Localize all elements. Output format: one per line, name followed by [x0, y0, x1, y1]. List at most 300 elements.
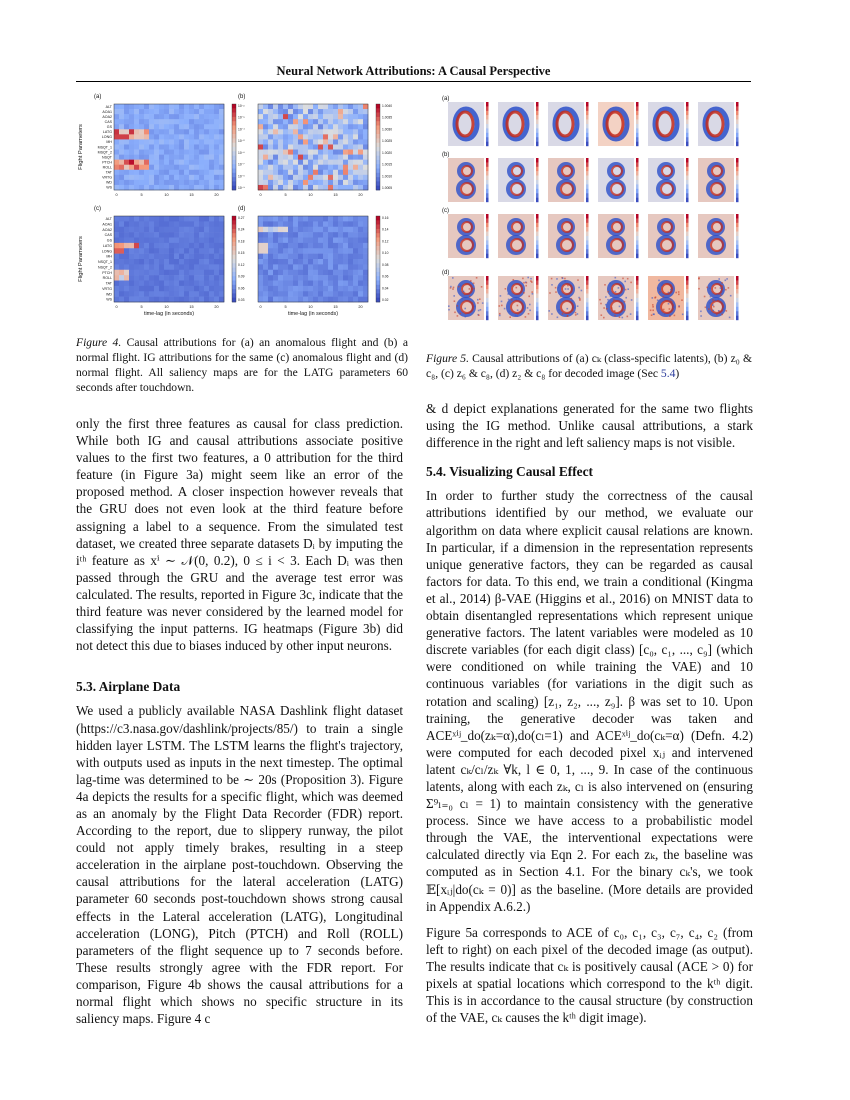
mini-colorbar-segment: [736, 276, 739, 281]
y-tick-label: PTCH: [102, 270, 112, 275]
noise-dot: [610, 295, 612, 297]
heatmap-cell: [119, 144, 124, 149]
heatmap-cell: [323, 297, 328, 303]
heatmap-cell: [204, 281, 209, 287]
heatmap-cell: [323, 286, 328, 292]
noise-dot: [501, 301, 503, 303]
heatmap-cell: [209, 227, 214, 233]
heatmap-cell: [119, 109, 124, 114]
heatmap-cell: [293, 104, 298, 109]
heatmap-cell: [129, 170, 134, 175]
heatmap-cell: [353, 170, 358, 175]
noise-dot: [606, 308, 608, 310]
heatmap-cell: [338, 248, 343, 254]
heatmap-cell: [189, 180, 194, 185]
noise-dot: [470, 280, 472, 282]
y-axis-label: Flight Parameters: [78, 124, 84, 170]
heatmap-cell: [149, 150, 154, 155]
mini-colorbar-segment: [736, 193, 739, 198]
heatmap-cell: [328, 180, 333, 185]
heatmap-cell: [338, 264, 343, 270]
heatmap-cell: [209, 129, 214, 134]
figure-5-caption-end: ): [675, 367, 680, 380]
colorbar-segment: [376, 289, 380, 294]
noise-dot: [624, 309, 626, 311]
mini-colorbar-segment: [686, 214, 689, 219]
heatmap-cell: [184, 243, 189, 249]
heatmap-cell: [134, 254, 139, 260]
heatmap-cell: [149, 165, 154, 170]
noise-dot: [674, 315, 676, 317]
heatmap-cell: [139, 129, 144, 134]
heatmap-cell: [263, 180, 268, 185]
heatmap-cell: [164, 139, 169, 144]
heatmap-cell: [204, 227, 209, 233]
heatmap-cell: [283, 144, 288, 149]
heatmap-cell: [313, 216, 318, 222]
noise-dot: [517, 309, 519, 311]
mini-colorbar-segment: [586, 285, 589, 290]
heatmap-cell: [333, 150, 338, 155]
heatmap-cell: [258, 248, 263, 254]
heatmap-cell: [323, 216, 328, 222]
heatmap-cell: [204, 150, 209, 155]
heatmap-cell: [273, 139, 278, 144]
heatmap-cell: [263, 243, 268, 249]
heatmap-cell: [214, 243, 219, 249]
colorbar-segment: [232, 233, 236, 238]
heatmap-cell: [283, 129, 288, 134]
heatmap-cell: [189, 275, 194, 281]
heatmap-cell: [288, 170, 293, 175]
heatmap-cell: [278, 139, 283, 144]
mini-colorbar-segment: [586, 302, 589, 307]
mini-colorbar-segment: [586, 180, 589, 185]
heatmap-cell: [363, 155, 368, 160]
heatmap-cell: [119, 286, 124, 292]
mini-colorbar-segment: [486, 249, 489, 254]
heatmap-cell: [219, 129, 224, 134]
heatmap-cell: [353, 129, 358, 134]
noise-dot: [713, 310, 715, 312]
heatmap-cell: [184, 139, 189, 144]
heatmap-cell: [199, 227, 204, 233]
heatmap-cell: [303, 165, 308, 170]
noise-dot: [477, 302, 479, 304]
heatmap-cell: [273, 281, 278, 287]
heatmap-cell: [263, 109, 268, 114]
heatmap-cell: [134, 175, 139, 180]
heatmap-cell: [333, 144, 338, 149]
heatmap-cell: [298, 139, 303, 144]
heatmap-cell: [149, 180, 154, 185]
heatmap-cell: [219, 270, 224, 276]
heatmap-cell: [139, 144, 144, 149]
heatmap-cell: [323, 124, 328, 129]
heatmap-cell: [174, 264, 179, 270]
heatmap-cell: [363, 221, 368, 227]
x-tick-label: 5: [284, 193, 287, 197]
mini-colorbar-segment: [636, 142, 639, 147]
heatmap-cell: [353, 150, 358, 155]
colorbar-segment: [232, 143, 236, 148]
heatmap-cell: [144, 270, 149, 276]
heatmap-cell: [273, 216, 278, 222]
heatmap-cell: [308, 104, 313, 109]
mini-colorbar-segment: [736, 189, 739, 194]
mini-colorbar-segment: [586, 106, 589, 111]
mini-colorbar-segment: [536, 142, 539, 147]
colorbar-segment: [232, 285, 236, 290]
heatmap-cell: [303, 232, 308, 238]
heatmap-cell: [278, 286, 283, 292]
mini-colorbar-segment: [686, 302, 689, 307]
heatmap-cell: [144, 114, 149, 119]
heatmap-cell: [313, 281, 318, 287]
noise-dot: [479, 298, 481, 300]
heatmap-cell: [288, 160, 293, 165]
heatmap-cell: [214, 275, 219, 281]
mini-colorbar-segment: [736, 214, 739, 219]
noise-dot: [618, 287, 620, 289]
heatmap-cell: [119, 291, 124, 297]
heatmap-cell: [194, 232, 199, 238]
heatmap-cell: [298, 275, 303, 281]
heatmap-cell: [298, 243, 303, 249]
heatmap-cell: [288, 129, 293, 134]
heatmap-cell: [144, 175, 149, 180]
heatmap-cell: [358, 175, 363, 180]
noise-dot: [452, 288, 454, 290]
heatmap-cell: [348, 114, 353, 119]
heatmap-cell: [199, 160, 204, 165]
mini-colorbar-segment: [686, 280, 689, 285]
heatmap-cell: [288, 259, 293, 265]
heatmap-cell: [288, 270, 293, 276]
y-tick-label: MH: [106, 140, 112, 145]
noise-dot: [657, 299, 659, 301]
heatmap-cell: [219, 185, 224, 190]
heatmap-cell: [219, 264, 224, 270]
heatmap-cell: [129, 139, 134, 144]
heatmap-cell: [129, 124, 134, 129]
colorbar-segment: [232, 246, 236, 251]
colorbar-segment: [232, 156, 236, 161]
heatmap-cell: [338, 175, 343, 180]
heatmap-cell: [189, 291, 194, 297]
colorbar-segment: [232, 113, 236, 118]
heatmap-cell: [159, 104, 164, 109]
colorbar-segment: [376, 293, 380, 298]
figure-4-panel-label: (b): [238, 94, 246, 100]
heatmap-cell: [144, 259, 149, 265]
heatmap-cell: [283, 104, 288, 109]
heatmap-cell: [164, 170, 169, 175]
heatmap-cell: [363, 180, 368, 185]
heatmap-cell: [328, 104, 333, 109]
figure-5-row-label: (a): [442, 96, 450, 102]
noise-dot: [671, 301, 673, 303]
colorbar-segment: [376, 263, 380, 268]
colorbar-tick-label: 0.14: [382, 227, 389, 232]
mini-colorbar-segment: [636, 289, 639, 294]
noise-dot: [481, 286, 483, 288]
colorbar-segment: [376, 220, 380, 225]
noise-dot: [499, 313, 501, 315]
x-tick-label: 0: [115, 193, 118, 197]
heatmap-cell: [353, 216, 358, 222]
heatmap-cell: [154, 124, 159, 129]
heatmap-cell: [338, 243, 343, 249]
heatmap-cell: [343, 270, 348, 276]
noise-dot: [725, 289, 727, 291]
heatmap-cell: [189, 248, 194, 254]
heatmap-cell: [298, 129, 303, 134]
heatmap-cell: [179, 160, 184, 165]
heatmap-cell: [159, 254, 164, 260]
heatmap-cell: [323, 180, 328, 185]
heatmap-cell: [303, 155, 308, 160]
mini-colorbar-segment: [686, 232, 689, 237]
noise-dot: [712, 304, 714, 306]
digit-attribution-map: [598, 276, 639, 320]
heatmap-cell: [139, 180, 144, 185]
mini-colorbar-segment: [536, 223, 539, 228]
heatmap-cell: [144, 170, 149, 175]
heatmap-cell: [219, 297, 224, 303]
heatmap-cell: [124, 243, 129, 249]
heatmap-cell: [338, 270, 343, 276]
heatmap-cell: [174, 248, 179, 254]
heatmap-cell: [189, 165, 194, 170]
heatmap-cell: [179, 254, 184, 260]
heatmap-cell: [124, 232, 129, 238]
y-tick-label: NSQT_2: [98, 265, 112, 270]
noise-dot: [666, 300, 668, 302]
heatmap-cell: [179, 259, 184, 265]
heatmap-cell: [283, 180, 288, 185]
heatmap-cell: [283, 155, 288, 160]
colorbar-segment: [376, 225, 380, 230]
heatmap-cell: [209, 264, 214, 270]
noise-dot: [670, 289, 672, 291]
heatmap-cell: [114, 221, 119, 227]
heatmap-cell: [209, 238, 214, 244]
heatmap-cell: [358, 216, 363, 222]
heatmap-cell: [209, 221, 214, 227]
heatmap-cell: [124, 160, 129, 165]
heatmap-cell: [144, 248, 149, 254]
noise-dot: [551, 313, 553, 315]
heatmap-cell: [323, 129, 328, 134]
heatmap-cell: [189, 232, 194, 238]
noise-dot: [513, 279, 515, 281]
heatmap-cell: [333, 180, 338, 185]
mini-colorbar-segment: [486, 285, 489, 290]
noise-dot: [614, 315, 616, 317]
heatmap-cell: [343, 238, 348, 244]
mini-colorbar-segment: [686, 158, 689, 163]
heatmap-cell: [278, 291, 283, 297]
mini-colorbar-segment: [486, 223, 489, 228]
heatmap-cell: [278, 134, 283, 139]
heatmap-cell: [288, 291, 293, 297]
mini-colorbar-segment: [586, 120, 589, 125]
noise-dot: [619, 306, 621, 308]
heatmap-cell: [159, 221, 164, 227]
noise-dot: [571, 298, 573, 300]
noise-dot: [579, 299, 581, 301]
noise-dot: [669, 308, 671, 310]
heatmap-cell: [149, 232, 154, 238]
mini-colorbar-segment: [536, 276, 539, 281]
heatmap-cell: [154, 170, 159, 175]
heatmap-cell: [159, 129, 164, 134]
heatmap-cell: [263, 160, 268, 165]
heatmap-cell: [303, 109, 308, 114]
heatmap-cell: [214, 104, 219, 109]
mini-colorbar-segment: [586, 193, 589, 198]
mini-colorbar-segment: [636, 298, 639, 303]
heatmap-cell: [313, 275, 318, 281]
heatmap-cell: [348, 104, 353, 109]
mini-colorbar-segment: [686, 218, 689, 223]
heatmap-cell: [348, 155, 353, 160]
heatmap-cell: [318, 180, 323, 185]
heatmap-cell: [164, 227, 169, 233]
heatmap-cell: [278, 185, 283, 190]
heatmap-cell: [293, 180, 298, 185]
heatmap-cell: [328, 144, 333, 149]
heatmap-cell: [159, 144, 164, 149]
heatmap-cell: [303, 104, 308, 109]
heatmap-cell: [273, 248, 278, 254]
heatmap-cell: [298, 227, 303, 233]
heatmap-cell: [159, 291, 164, 297]
heatmap-cell: [214, 180, 219, 185]
heatmap-cell: [119, 275, 124, 281]
heatmap-cell: [258, 144, 263, 149]
colorbar-segment: [232, 293, 236, 298]
heatmap-cell: [343, 139, 348, 144]
figure-4-panel-label: (a): [94, 94, 102, 100]
noise-dot: [448, 305, 450, 307]
heatmap-cell: [124, 227, 129, 233]
heatmap-cell: [358, 243, 363, 249]
mini-colorbar-segment: [686, 289, 689, 294]
heatmap-cell: [348, 165, 353, 170]
heatmap-cell: [358, 139, 363, 144]
heatmap-cell: [189, 134, 194, 139]
heatmap-cell: [174, 232, 179, 238]
heatmap-cell: [124, 291, 129, 297]
heatmap-cell: [353, 270, 358, 276]
heatmap-cell: [139, 170, 144, 175]
heatmap-cell: [363, 139, 368, 144]
mini-colorbar-segment: [486, 128, 489, 133]
heatmap-cell: [288, 165, 293, 170]
heatmap-cell: [144, 227, 149, 233]
heatmap-cell: [363, 160, 368, 165]
heatmap-cell: [199, 216, 204, 222]
noise-dot: [631, 299, 633, 301]
heatmap-cell: [318, 286, 323, 292]
noise-dot: [465, 313, 467, 315]
digit-attribution-map: [698, 214, 739, 258]
heatmap-cell: [214, 270, 219, 276]
heatmap-cell: [169, 119, 174, 124]
mini-colorbar-segment: [486, 254, 489, 259]
heatmap-cell: [283, 119, 288, 124]
heatmap-cell: [328, 119, 333, 124]
heatmap-cell: [303, 270, 308, 276]
heatmap-cell: [124, 114, 129, 119]
colorbar-tick-label: 10⁻⁶: [238, 150, 245, 155]
mini-colorbar-segment: [536, 236, 539, 241]
heatmap-cell: [293, 281, 298, 287]
heatmap-cell: [214, 139, 219, 144]
heatmap-cell: [263, 170, 268, 175]
digit-attribution-map: [548, 276, 589, 320]
noise-dot: [721, 314, 723, 316]
mini-colorbar-segment: [636, 115, 639, 120]
heatmap-cell: [114, 216, 119, 222]
heatmap-cell: [343, 180, 348, 185]
mini-colorbar-segment: [736, 316, 739, 321]
colorbar-segment: [232, 117, 236, 122]
heatmap-cell: [298, 180, 303, 185]
heatmap-cell: [149, 254, 154, 260]
mini-colorbar-segment: [586, 162, 589, 167]
heatmap-cell: [154, 216, 159, 222]
colorbar-segment: [232, 130, 236, 135]
heatmap-cell: [333, 270, 338, 276]
heatmap-cell: [204, 119, 209, 124]
mini-colorbar-segment: [586, 158, 589, 163]
mini-colorbar-segment: [736, 232, 739, 237]
heatmap-cell: [293, 150, 298, 155]
figure-5-caption-ref[interactable]: 5.4: [660, 367, 676, 380]
noise-dot: [564, 280, 566, 282]
heatmap-cell: [333, 281, 338, 287]
heatmap-cell: [338, 254, 343, 260]
heatmap-cell: [119, 124, 124, 129]
heatmap-cell: [273, 238, 278, 244]
heatmap-cell: [209, 248, 214, 254]
heatmap-cell: [124, 175, 129, 180]
y-tick-label: GS: [106, 238, 112, 243]
heatmap-cell: [144, 165, 149, 170]
x-tick-label: 0: [259, 193, 262, 197]
heatmap-cell: [278, 275, 283, 281]
heatmap-cell: [204, 238, 209, 244]
heatmap-cell: [209, 124, 214, 129]
colorbar-tick-label: 0.15: [238, 251, 245, 256]
heatmap-cell: [139, 291, 144, 297]
heatmap-cell: [283, 227, 288, 233]
digit-attribution-map: [448, 102, 489, 146]
heatmap-cell: [353, 109, 358, 114]
mini-colorbar-segment: [686, 254, 689, 259]
colorbar-segment: [232, 160, 236, 165]
heatmap-cell: [313, 259, 318, 265]
heatmap-cell: [169, 238, 174, 244]
heatmap-cell: [194, 109, 199, 114]
heatmap-cell: [343, 248, 348, 254]
heatmap-cell: [219, 216, 224, 222]
heatmap-cell: [174, 185, 179, 190]
heatmap-cell: [194, 243, 199, 249]
